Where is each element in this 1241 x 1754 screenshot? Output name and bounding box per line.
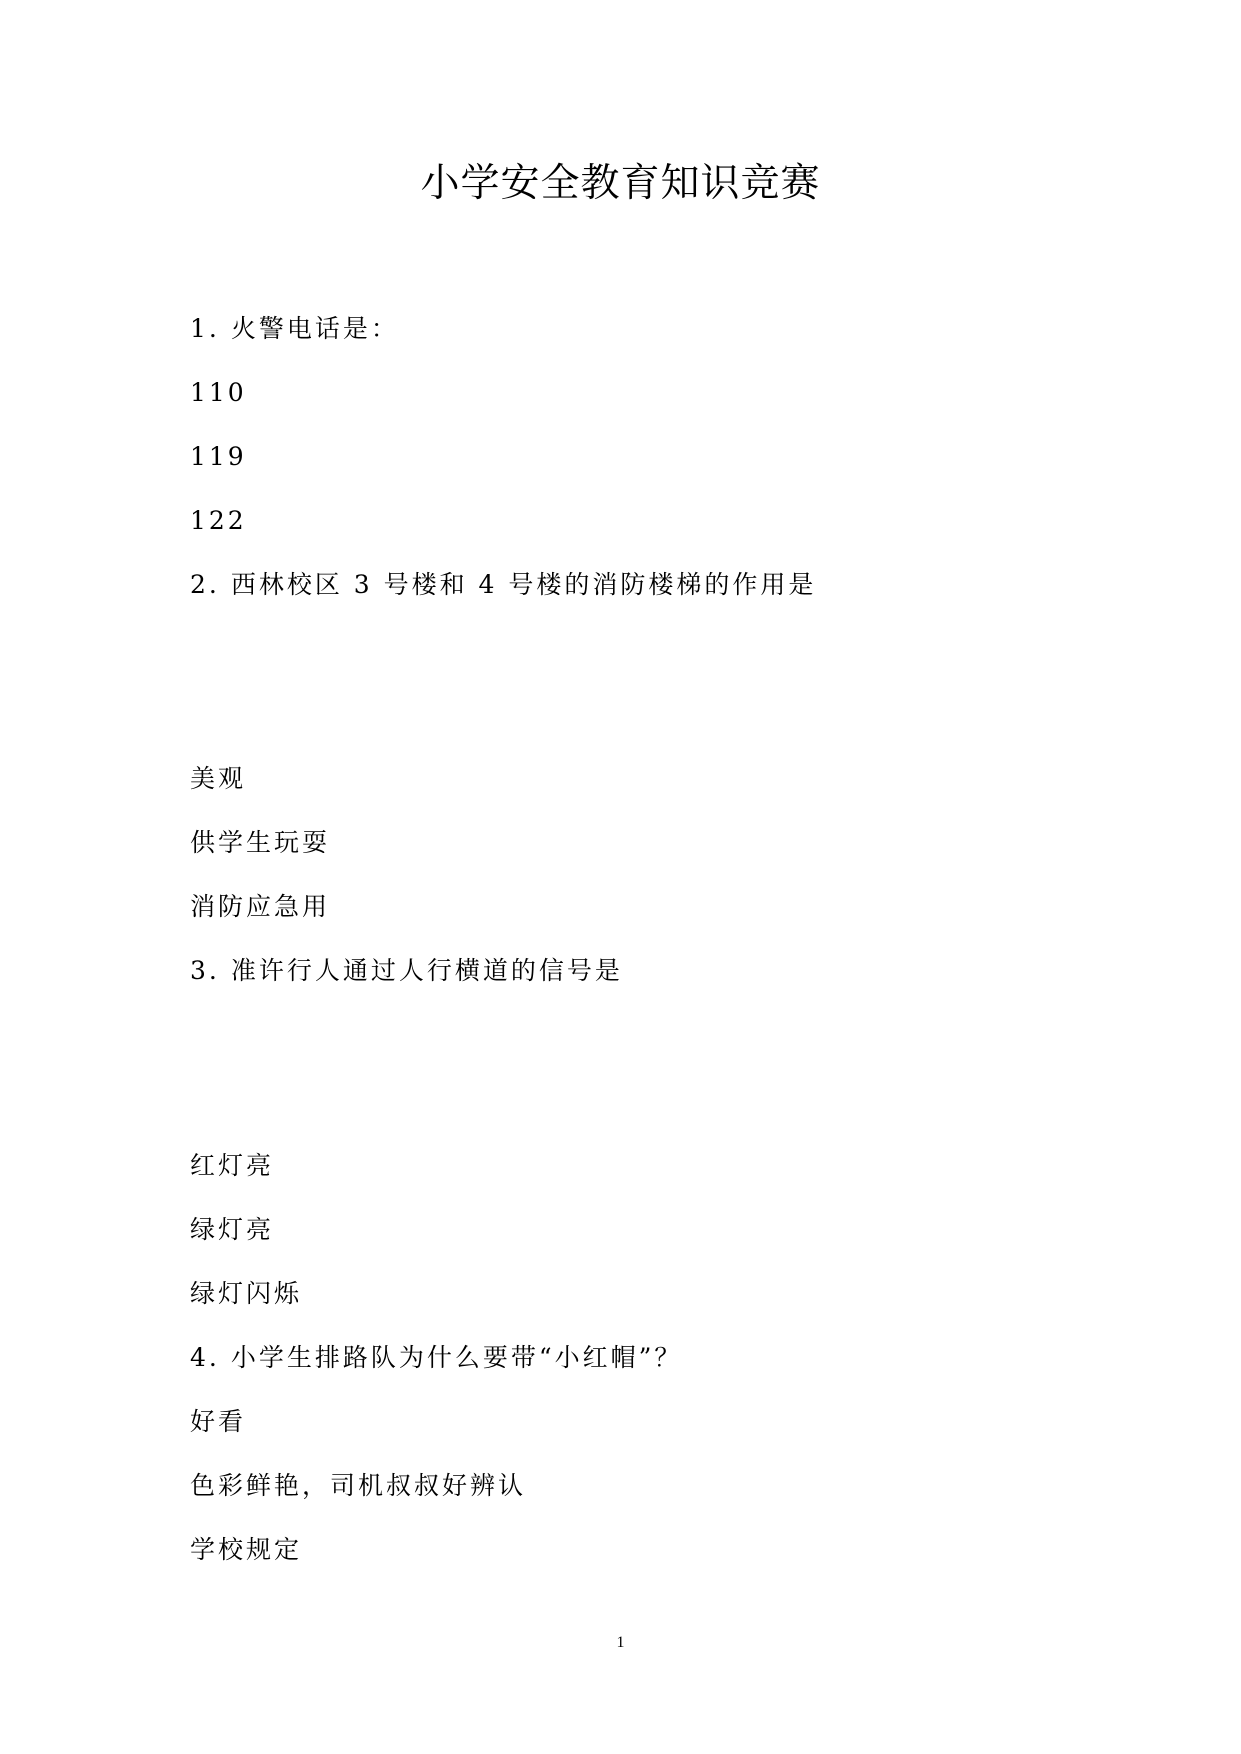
- question-3-option-1: 红灯亮: [190, 1151, 275, 1180]
- question-number: 4.: [190, 1343, 220, 1372]
- question-number: 2.: [190, 570, 220, 599]
- question-1-option-3: 122: [190, 506, 247, 535]
- question-number: 1.: [190, 314, 220, 343]
- question-text: 火警电话是：: [230, 314, 399, 343]
- question-4-option-1: 好看: [190, 1407, 247, 1436]
- question-3-option-2: 绿灯亮: [190, 1215, 275, 1244]
- question-1-option-1: 110: [190, 378, 247, 407]
- question-text: 准许行人通过人行横道的信号是: [230, 956, 623, 985]
- question-3-option-3: 绿灯闪烁: [190, 1279, 303, 1308]
- question-text: 西林校区 3 号楼和 4 号楼的消防楼梯的作用是: [230, 570, 817, 599]
- question-4-option-2: 色彩鲜艳，司机叔叔好辨认: [190, 1471, 527, 1500]
- question-4-option-3: 学校规定: [190, 1535, 303, 1564]
- question-2: [190, 569, 816, 601]
- document-title: 小学安全教育知识竞赛: [420, 161, 821, 206]
- question-1: [190, 313, 399, 345]
- question-2-option-3: 消防应急用: [190, 892, 331, 921]
- question-2-option-1: 美观: [190, 764, 247, 793]
- question-3: [190, 955, 623, 987]
- question-text: 小学生排路队为什么要带“小红帽”？: [230, 1343, 683, 1372]
- question-1-option-2: 119: [190, 442, 247, 471]
- question-2-option-2: 供学生玩耍: [190, 828, 331, 857]
- page-number: 1: [616, 1634, 625, 1651]
- question-4: [190, 1342, 682, 1374]
- question-number: 3.: [190, 956, 220, 985]
